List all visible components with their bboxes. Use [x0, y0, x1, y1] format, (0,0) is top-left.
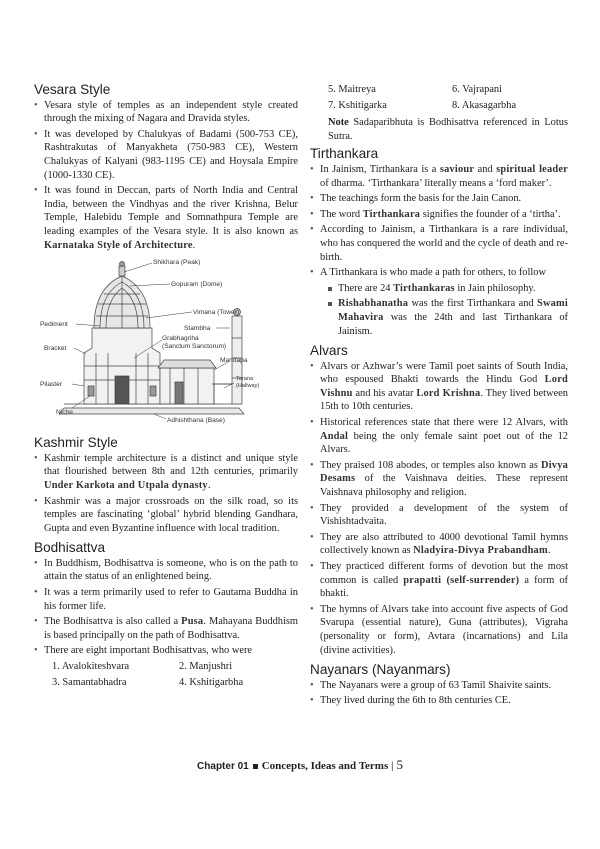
alvars-bullet-7: • The hymns of Alvars take into account five aspects of God Svarupa (essential nature), Guna (attributes), Vigraha (personality or form), Avtara (incarnations) and Lila (divine activities).: [310, 603, 568, 657]
label-stambha: Stambha: [184, 325, 211, 333]
tirthankara-section: [310, 147, 568, 338]
kashmir-bullet-2: • Kashmir was a major crossroads on the silk road, so its temples are fascinating ‘global’ hybrid blending Gandhara, Gupta and even Byzantine influence with local tradition.: [34, 495, 298, 536]
tirthankara-bullet-4: • According to Jainism, a Tirthankara is a rare individual, who has conquered the world and the cycle of death and re-birth.: [310, 223, 568, 264]
kashmir-bullet-1: [34, 452, 298, 493]
note-body: Sadaparibhuta is Bodhisattva referenced in Lotus Sutra.: [328, 117, 568, 142]
label-mandapa: Mandapa: [220, 357, 248, 365]
page-number: 5: [396, 757, 403, 772]
temple-illustration: [34, 258, 284, 428]
alvars-bullet-5-end: .: [547, 545, 551, 557]
alvars-bullet-2: [310, 416, 568, 457]
label-torana: Torana: [236, 376, 254, 383]
tirthankara-list: [310, 163, 568, 338]
tirthankara-sub-2-end: was the 24th and last Tirthankara of Jainism.: [338, 311, 568, 337]
bodhisattva-bullet-3-end: . Mahayana Buddhism is based principally on the path of Bodhisattva.: [44, 616, 298, 641]
bodhisattva-item-6: 6. Vajrapani: [452, 84, 503, 95]
note-label: Note: [328, 117, 349, 129]
alvars-bullet-5-text: They are also attributed to 4000 devotional Tamil hymns collectively known as: [320, 531, 568, 557]
nayanars-list: [310, 679, 568, 708]
vesara-heading: Vesara Style: [34, 82, 111, 97]
andal-term: Andal: [320, 430, 349, 442]
tirthankara-bullet-1-mid: and: [474, 163, 497, 175]
tirthankara-sublist: [320, 282, 568, 338]
label-hallway: (Hallway): [236, 383, 260, 390]
alvars-section: [310, 344, 568, 657]
alvars-bullet-2-end: being the only female saint poet out of the 12 Alvars.: [320, 430, 568, 456]
bodhisattva-item-3: 3. Samantabhadra: [52, 676, 127, 688]
lord-krishna-term: Lord Krishna: [416, 387, 481, 399]
alvars-bullet-3: [310, 459, 568, 500]
bodhisattva-bullet-3-text: The Bodhisattva is also called a: [44, 616, 182, 628]
spiritual-leader-term: spiritual leader: [496, 163, 568, 175]
tirthankara-bullet-1-end: of dharma. ‘Tirthankara’ literally means a ‘ford maker’.: [320, 177, 552, 189]
nayanars-heading: Nayanars (Nayanmars): [310, 662, 451, 678]
note-text: [328, 116, 568, 143]
kashmir-bullet-1-text: Kashmir temple architecture is a distinct and unique style that flourished between 8th and 12th centuries, primarily: [44, 452, 298, 478]
vesara-bullet-1: • Vesara style of temples as an independent style created through the mixing of Nagara and Dravida styles.: [34, 99, 298, 126]
right-column: [310, 83, 568, 714]
tirthankara-bullet-2: • The teachings form the basis for the Jain Canon.: [310, 192, 568, 206]
label-gopuram: Gopuram (Dome): [171, 281, 223, 289]
alvars-bullet-2-text: Historical references state that there were 12 Alvars, with: [320, 417, 568, 429]
alvars-bullet-5: [310, 531, 568, 558]
label-sanctum: (Sanctum Sanctorum): [162, 343, 227, 351]
alvars-bullet-1-mid: and his avatar: [352, 387, 417, 399]
bodhisattva-item-1: 1. Avalokiteshvara: [52, 661, 130, 673]
tirthankara-bullet-3-text: The word: [320, 208, 363, 220]
tirthankara-bullet-1: [310, 163, 568, 190]
left-column: [34, 83, 298, 695]
bodhisattva-list: [34, 557, 298, 658]
alvars-bullet-6-end: a form of bhakti.: [320, 574, 568, 600]
tirthankara-bullet-5-text: A Tirthankara is who made a path for others, to follow: [320, 267, 546, 279]
vesara-list: [34, 99, 298, 253]
vesara-bullet-2: • It was developed by Chalukyas of Badami (500-753 CE), Rashtrakutas of Manyakheta (750-983 CE), Western Chalukyas of Kalyani (983-1195 CE) and Hoysala Empire (1000-1330 CE).: [34, 128, 298, 182]
label-pediment: Pediment: [40, 321, 68, 329]
footer-divider: |: [391, 761, 394, 772]
label-garbhagriha: Grabhagriha: [162, 335, 199, 343]
kashmir-section: [34, 436, 298, 535]
tirthankara-bullet-1-text: In Jainism, Tirthankara is a: [320, 163, 440, 175]
kashmir-bullet-1-end: .: [207, 479, 211, 491]
vesara-bullet-3-text: It was found in Deccan, parts of North India and Central India, between the Vindhyas and the river Krishna, Belur Temple, Halebidu Temple and Somnathpura Temple are leading examples of the Vesara style. It is also known as: [44, 185, 298, 237]
label-shikhara: Shikhara (Peak): [153, 259, 201, 267]
bodhisattva-item-8: 8. Akasagarbha: [452, 99, 517, 111]
alvars-heading: Alvars: [310, 343, 348, 359]
alvars-bullet-1: [310, 360, 568, 414]
bodhisattva-item-4: 4. Kshitigarbha: [179, 676, 244, 688]
label-bracket: Bracket: [44, 345, 67, 353]
mahavira-term: Swami Mahavira: [338, 298, 568, 323]
bodhisattva-numbered-list: [52, 660, 298, 689]
bodhisattva-item-7: 7. Kshitigarka: [328, 99, 387, 111]
kashmir-list: [34, 452, 298, 536]
karnataka-style-term: Karnataka Style of Architecture: [44, 239, 193, 251]
alvars-bullet-4: • They provided a development of the system of Vishishtadvaita.: [310, 502, 568, 529]
alvars-bullet-6-text: They practiced different forms of devotion but the most common is called: [320, 561, 568, 586]
prabandham-term: Nladyira-Divya Prabandham: [413, 545, 548, 557]
bodhisattva-bullet-3: [34, 615, 298, 642]
vesara-bullet-3-end: .: [192, 239, 196, 251]
label-vimana: Vimana (Tower): [193, 309, 240, 317]
kashmir-heading: Kashmir Style: [34, 435, 118, 451]
karkota-utpala-term: Under Karkota and Utpala dynasty: [44, 479, 208, 491]
label-niche: Niche: [56, 409, 73, 417]
chapter-title: Concepts, Ideas and Terms: [261, 760, 389, 772]
bodhisattva-bullet-4: • There are eight important Bodhisattvas, who were: [34, 644, 298, 658]
bodhisattva-bullet-1: • In Buddhism, Bodhisattva is someone, who is on the path to attain the status of an enlightened being.: [34, 557, 298, 584]
prapatti-term: prapatti (self-surrender): [403, 574, 520, 586]
tirthankara-heading: Tirthankara: [310, 146, 379, 162]
lord-vishnu-term: Lord Vishnu: [320, 374, 568, 399]
alvars-bullet-3-end: of the Vaishnava deities. These represent Vaishnava philosophy and religion.: [320, 473, 568, 499]
divya-desams-term: Divya Desams: [320, 459, 568, 485]
tirthankara-bullet-3: [310, 208, 568, 222]
nayanars-bullet-2: • They lived during the 6th to 8th centuries CE.: [310, 694, 568, 708]
vesara-temple-diagram: [34, 258, 284, 428]
vesara-section: [34, 83, 298, 252]
tirthankara-sub-2: [320, 297, 568, 338]
label-pilaster: Pilaster: [40, 381, 62, 389]
tirthankara-bullet-3-end: signifies the founder of a ‘tirtha’.: [420, 208, 561, 220]
pusa-term: Pusa: [181, 616, 204, 628]
alvars-bullet-1-text: Alvars or Azhwar’s were Tamil poet saints of South India, who espoused Bhakti towards the Hindu God: [320, 360, 568, 386]
nayanars-bullet-1: • The Nayanars were a group of 63 Tamil Shaivite saints.: [310, 679, 568, 693]
saviour-term: saviour: [439, 163, 475, 175]
alvars-bullet-1-end: . They lived between 15th to 10th centuries.: [320, 387, 568, 413]
bodhisattva-section: [34, 541, 298, 689]
alvars-list: [310, 360, 568, 657]
tirthankara-sub-1-end: in Jain philosophy.: [454, 282, 536, 294]
label-adhishthana: Adhishthana (Base): [167, 417, 225, 425]
alvars-bullet-6: [310, 560, 568, 601]
bodhisattva-numbered-list-cont: [328, 83, 568, 112]
bodhisattva-item-5: 5. Maitreya: [328, 84, 376, 95]
vesara-bullet-3: [34, 184, 298, 252]
bodhisattva-bullet-2: • It was a term primarily used to refer to Gautama Buddha in his former life.: [34, 586, 298, 613]
footer-separator-square: [253, 764, 258, 769]
tirthankara-sub-1: [320, 282, 568, 296]
tirthankaras-term: Tirthankaras: [393, 282, 455, 294]
page-footer: [0, 757, 600, 773]
alvars-bullet-3-text: They praised 108 abodes, or temples also known as: [320, 459, 542, 471]
chapter-label: Chapter 01: [197, 761, 249, 772]
bodhisattva-item-2: 2. Manjushri: [179, 661, 233, 673]
nayanars-section: [310, 663, 568, 708]
tirthankara-bullet-5: [310, 266, 568, 338]
tirthankara-sub-2-mid: was the first Tirthankara and: [408, 298, 537, 310]
tirthankara-sub-1-text: There are 24: [338, 282, 394, 294]
tirthankara-term: Tirthankara: [362, 208, 421, 220]
rishabhanatha-term: Rishabhanatha: [338, 298, 409, 310]
bodhisattva-heading: Bodhisattva: [34, 540, 106, 556]
